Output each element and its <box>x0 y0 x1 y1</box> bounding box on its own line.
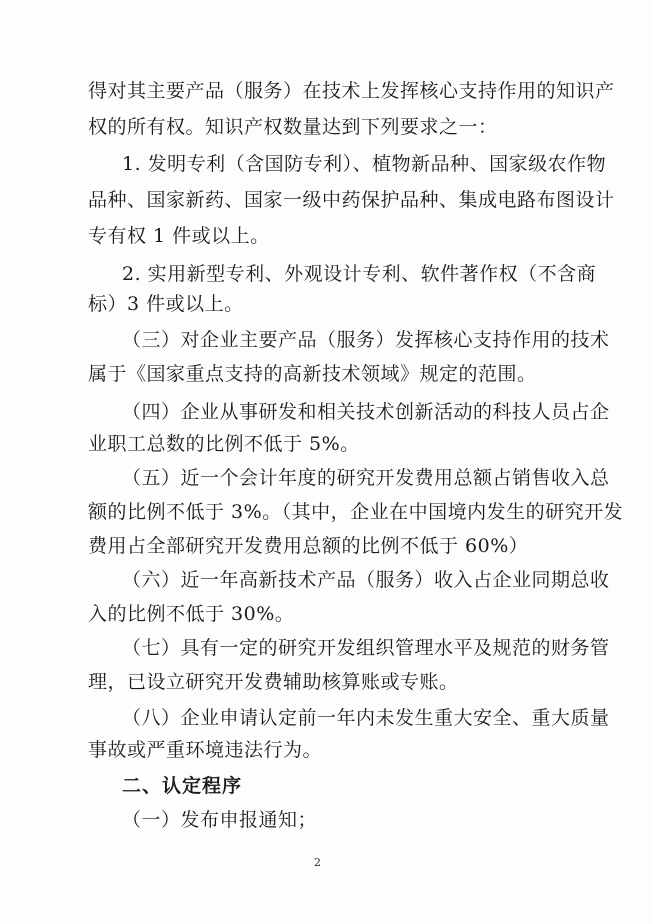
text-line: 权的所有权。知识产权数量达到下列要求之一： <box>88 116 498 138</box>
text-line: 属于《国家重点支持的高新技术领域》规定的范围。 <box>88 363 537 385</box>
text-line: 业职工总数的比例不低于 5%。 <box>88 433 360 455</box>
text-line: （七）具有一定的研究开发组织管理水平及规范的财务管 <box>122 637 610 659</box>
text-line: 专有权 1 件或以上。 <box>88 225 270 247</box>
section-heading: 二、认定程序 <box>122 775 243 797</box>
text-line: （一）发布申报通知； <box>122 809 318 831</box>
page-number: 2 <box>314 856 321 869</box>
text-line: 得对其主要产品（服务）在技术上发挥核心支持作用的知识产 <box>88 80 615 102</box>
text-line: 品种、国家新药、国家一级中药保护品种、集成电路布图设计 <box>88 189 615 211</box>
text-line: 入的比例不低于 30%。 <box>88 603 295 625</box>
text-line: 额的比例不低于 3%。（其中，企业在中国境内发生的研究开发 <box>88 501 624 523</box>
text-line: 标）3 件或以上。 <box>88 293 244 315</box>
text-line: 理，已设立研究开发费辅助核算账或专账。 <box>88 671 459 693</box>
text-line: 费用占全部研究开发费用总额的比例不低于 60%） <box>88 535 529 557</box>
text-line: （六）近一年高新技术产品（服务）收入占企业同期总收 <box>122 569 610 591</box>
text-line: 1. 发明专利（含国防专利）、植物新品种、国家级农作物 <box>122 153 607 175</box>
text-line: 事故或严重环境违法行为。 <box>88 739 323 761</box>
text-line: （三）对企业主要产品（服务）发挥核心支持作用的技术 <box>122 329 610 351</box>
text-line: 2. 实用新型专利、外观设计专利、软件著作权（不含商 <box>122 263 597 285</box>
text-line: （五）近一个会计年度的研究开发费用总额占销售收入总 <box>122 467 610 489</box>
text-line: （八）企业申请认定前一年内未发生重大安全、重大质量 <box>122 707 610 729</box>
text-line: （四）企业从事研发和相关技术创新活动的科技人员占企 <box>122 401 610 423</box>
